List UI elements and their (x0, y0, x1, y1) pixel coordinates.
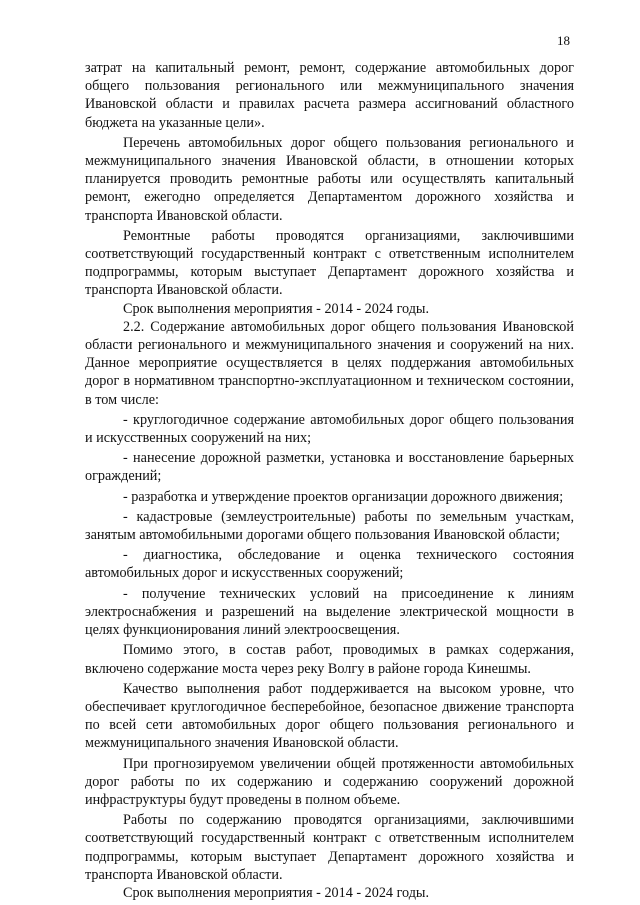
paragraph-forecast: При прогнозируемом увеличении общей протяженности автомобильных дорог работы по их содержанию и содержанию сооружений дорожной инфраструктуры будут проведены в полном объеме. (85, 755, 574, 808)
paragraph-section-2-2: 2.2. Содержание автомобильных дорог общего пользования Ивановской области регионального и межмуниципального значения и сооружений на них. Данное мероприятие осуществляется в целях поддержания автомобильных дорог в нормативном транспортно-эксплуатационном и техническом состоянии, в том числе: (85, 318, 574, 408)
paragraph-repair-contractors: Ремонтные работы проводятся организациями, заключившими соответствующий государственный контракт с ответственным исполнителем подпрограммы, которым выступает Департамент дорожного хозяйства и транспорта Ивановской области. (85, 227, 574, 299)
list-item: - нанесение дорожной разметки, установка и восстановление барьерных ограждений; (85, 450, 574, 485)
document-body (85, 59, 574, 902)
paragraph-road-list: Перечень автомобильных дорог общего пользования регионального и межмуниципального значения Ивановской области, в отношении которых планируется проводить ремонтные работы или осуществлять капитальный ремонт, ежегодно определяется Департаментом дорожного хозяйства и транспорта Ивановской области. (85, 134, 574, 224)
paragraph-maintenance-contractors: Работы по содержанию проводятся организациями, заключившими соответствующий государственный контракт с ответственным исполнителем подпрограммы, которым выступает Департамент дорожного хозяйства и транспорта Ивановской области. (85, 812, 574, 883)
paragraph-quality: Качество выполнения работ поддерживается на высоком уровне, что обеспечивает круглогодичное бесперебойное, безопасное движение транспорта по всей сети автомобильных дорог общего пользования регионального и межмуниципального значения Ивановской области. (85, 680, 574, 752)
list-item: - круглогодичное содержание автомобильных дорог общего пользования и искусственных сооружений на них; (85, 411, 574, 447)
paragraph-deadline: Срок выполнения мероприятия - 2014 - 2024 годы. (123, 884, 430, 901)
list-item: - разработка и утверждение проектов организации дорожного движения; (123, 488, 564, 505)
list-item: - кадастровые (землеустроительные) работы по земельным участкам, занятым автомобильными дорогами общего пользования Ивановской области; (85, 508, 574, 544)
paragraph-continuation: затрат на капитальный ремонт, ремонт, содержание автомобильных дорог общего пользования регионального или межмуниципального значения Ивановской области и правилах расчета размера ассигнований областного бюджета на указанные цели». (85, 60, 574, 131)
list-item: - диагностика, обследование и оценка технического состояния автомобильных дорог и искусственных сооружений; (85, 547, 574, 582)
paragraph-deadline: Срок выполнения мероприятия - 2014 - 2024 годы. (123, 300, 430, 317)
list-item: - получение технических условий на присоединение к линиям электроснабжения и разрешений на выделение электрической мощности в целях функционирования линий электроосвещения. (85, 585, 574, 639)
paragraph-bridge: Помимо этого, в состав работ, проводимых в рамках содержания, включено содержание моста через реку Волгу в районе города Кинешмы. (85, 642, 574, 677)
page-number: 18 (557, 33, 570, 48)
